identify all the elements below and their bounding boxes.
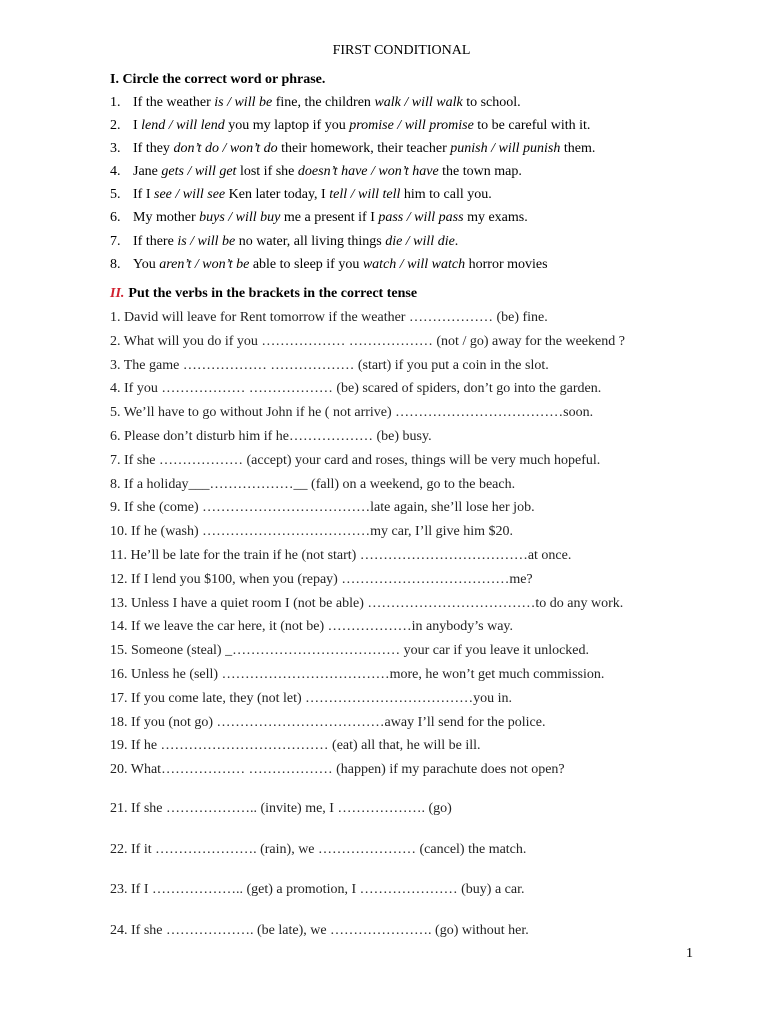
section-1-heading: I. Circle the correct word or phrase.	[110, 72, 326, 87]
choice-phrase[interactable]: is / will be	[214, 95, 273, 110]
section-1-list	[110, 95, 595, 280]
item-number: 8.	[110, 256, 121, 272]
section-2-heading-text: Put the verbs in the brackets in the correct tense	[128, 286, 418, 301]
exercise-1-item	[110, 257, 595, 280]
sentence-text: the town map.	[438, 164, 522, 180]
sentence-text: him to call you.	[400, 187, 492, 203]
section-2-heading	[110, 286, 417, 302]
choice-phrase[interactable]: aren’t / won’t be	[159, 256, 250, 272]
exercise-2-item: 4. If you ……………… ……………… (be) scared of spiders, don’t go into the garden.	[110, 381, 602, 397]
exercise-2-item: 21. If she ……………….. (invite) me, I ………………. (go)	[110, 801, 452, 816]
choice-phrase[interactable]: pass / will pass	[378, 210, 464, 226]
choice-phrase[interactable]: walk / will walk	[374, 95, 463, 110]
exercise-2-item: 2. What will you do if you ……………… ……………… (not / go) away for the weekend ?	[110, 333, 625, 349]
exercise-2-item: 10. If he (wash) ………………………………my car, I’ll give him $20.	[110, 524, 514, 540]
choice-phrase[interactable]: doesn’t have / won’t have	[297, 164, 439, 180]
exercise-2-item: 17. If you come late, they (not let) ………………………………you in.	[110, 690, 513, 706]
page-number: 1	[686, 946, 693, 961]
sentence-text: their homework, their teacher	[277, 141, 451, 157]
sentence-text: to school.	[462, 95, 521, 110]
choice-phrase[interactable]: buys / will buy	[199, 210, 281, 226]
exercise-2-item: 16. Unless he (sell) ………………………………more, he won’t get much commission.	[110, 666, 605, 682]
sentence-text: to be careful with it.	[473, 118, 591, 134]
exercise-2-item: 14. If we leave the car here, it (not be) ………………in anybody’s way.	[110, 619, 514, 635]
sentence-text: lost if she	[236, 164, 298, 180]
item-number: 3.	[110, 141, 121, 157]
item-number: 4.	[110, 164, 121, 180]
sentence-text: If they	[133, 141, 174, 157]
choice-phrase[interactable]: promise / will promise	[349, 118, 474, 134]
exercise-1-item	[110, 210, 595, 233]
sentence-text: my exams.	[463, 210, 528, 226]
exercise-1-item	[110, 141, 595, 164]
exercise-2-item: 8. If a holiday___………………__ (fall) on a weekend, go to the beach.	[110, 476, 516, 492]
sentence-text: no water, all living things	[235, 233, 386, 249]
sentence-text: horror movies	[465, 256, 548, 272]
choice-phrase[interactable]: tell / will tell	[329, 187, 401, 203]
exercise-2-item: 13. Unless I have a quiet room I (not be able) ………………………………to do any work.	[110, 595, 624, 611]
choice-phrase[interactable]: lend / will lend	[141, 118, 225, 134]
item-number: 1.	[110, 95, 121, 110]
sentence-text: You	[133, 256, 160, 272]
sentence-text: I	[133, 118, 142, 134]
sentence-text: .	[454, 233, 459, 249]
exercise-2-item: 22. If it …………………. (rain), we ………………… (cancel) the match.	[110, 841, 527, 857]
sentence-text: Ken later today, I	[225, 187, 330, 203]
item-number: 7.	[110, 233, 121, 249]
item-number: 6.	[110, 210, 121, 226]
exercise-1-item	[110, 118, 595, 141]
sentence-text: them.	[560, 141, 596, 157]
sentence-text: fine, the children	[272, 95, 375, 110]
choice-phrase[interactable]: see / will see	[154, 187, 226, 203]
sentence-text: If the weather	[133, 95, 215, 110]
sentence-text: If there	[133, 233, 178, 249]
section-2-roman-numeral: II.	[110, 286, 125, 301]
exercise-1-item	[110, 234, 595, 257]
item-number: 5.	[110, 187, 121, 203]
exercise-1-item	[110, 95, 595, 118]
section-3-list	[110, 801, 529, 964]
choice-phrase[interactable]: punish / will punish	[450, 141, 561, 157]
exercise-2-item: 3. The game ……………… ……………… (start) if you put a coin in the slot.	[110, 357, 549, 373]
sentence-text: you my laptop if you	[224, 118, 350, 134]
choice-phrase[interactable]: gets / will get	[161, 164, 237, 180]
exercise-2-item: 12. If I lend you $100, when you (repay) ………………………………me?	[110, 571, 533, 587]
exercise-1-item	[110, 187, 595, 210]
exercise-2-item: 23. If I ……………….. (get) a promotion, I ………………… (buy) a car.	[110, 882, 525, 898]
exercise-2-item: 9. If she (come) ………………………………late again, she’ll lose her job.	[110, 500, 535, 516]
exercise-2-item: 18. If you (not go) ………………………………away I’ll send for the police.	[110, 714, 546, 730]
sentence-text: My mother	[133, 210, 200, 226]
exercise-2-item: 19. If he ……………………………… (eat) all that, he will be ill.	[110, 738, 481, 754]
sentence-text: If I	[133, 187, 154, 203]
sentence-text: me a present if I	[280, 210, 379, 226]
section-2-list	[110, 310, 625, 786]
exercise-2-item: 6. Please don’t disturb him if he……………… (be) busy.	[110, 428, 432, 444]
sentence-text: Jane	[133, 164, 162, 180]
exercise-2-item: 1. David will leave for Rent tomorrow if the weather ……………… (be) fine.	[110, 310, 548, 325]
exercise-2-item: 5. We’ll have to go without John if he ( not arrive) ………………………………soon.	[110, 405, 594, 421]
exercise-2-item: 7. If she ……………… (accept) your card and roses, things will be very much hopeful.	[110, 452, 601, 468]
item-number: 2.	[110, 118, 121, 134]
page-title: FIRST CONDITIONAL	[332, 43, 471, 58]
exercise-2-item: 24. If she ………………. (be late), we …………………. (go) without her.	[110, 923, 529, 939]
exercise-1-item	[110, 164, 595, 187]
sentence-text: able to sleep if you	[249, 256, 363, 272]
exercise-2-item: 15. Someone (steal) _……………………………… your car if you leave it unlocked.	[110, 643, 590, 659]
choice-phrase[interactable]: is / will be	[177, 233, 236, 249]
exercise-2-item: 20. What……………… ……………… (happen) if my parachute does not open?	[110, 762, 565, 778]
exercise-2-item: 11. He’ll be late for the train if he (not start) ………………………………at once.	[110, 547, 572, 563]
choice-phrase[interactable]: die / will die	[385, 233, 455, 249]
choice-phrase[interactable]: don’t do / won’t do	[173, 141, 278, 157]
choice-phrase[interactable]: watch / will watch	[362, 256, 466, 272]
